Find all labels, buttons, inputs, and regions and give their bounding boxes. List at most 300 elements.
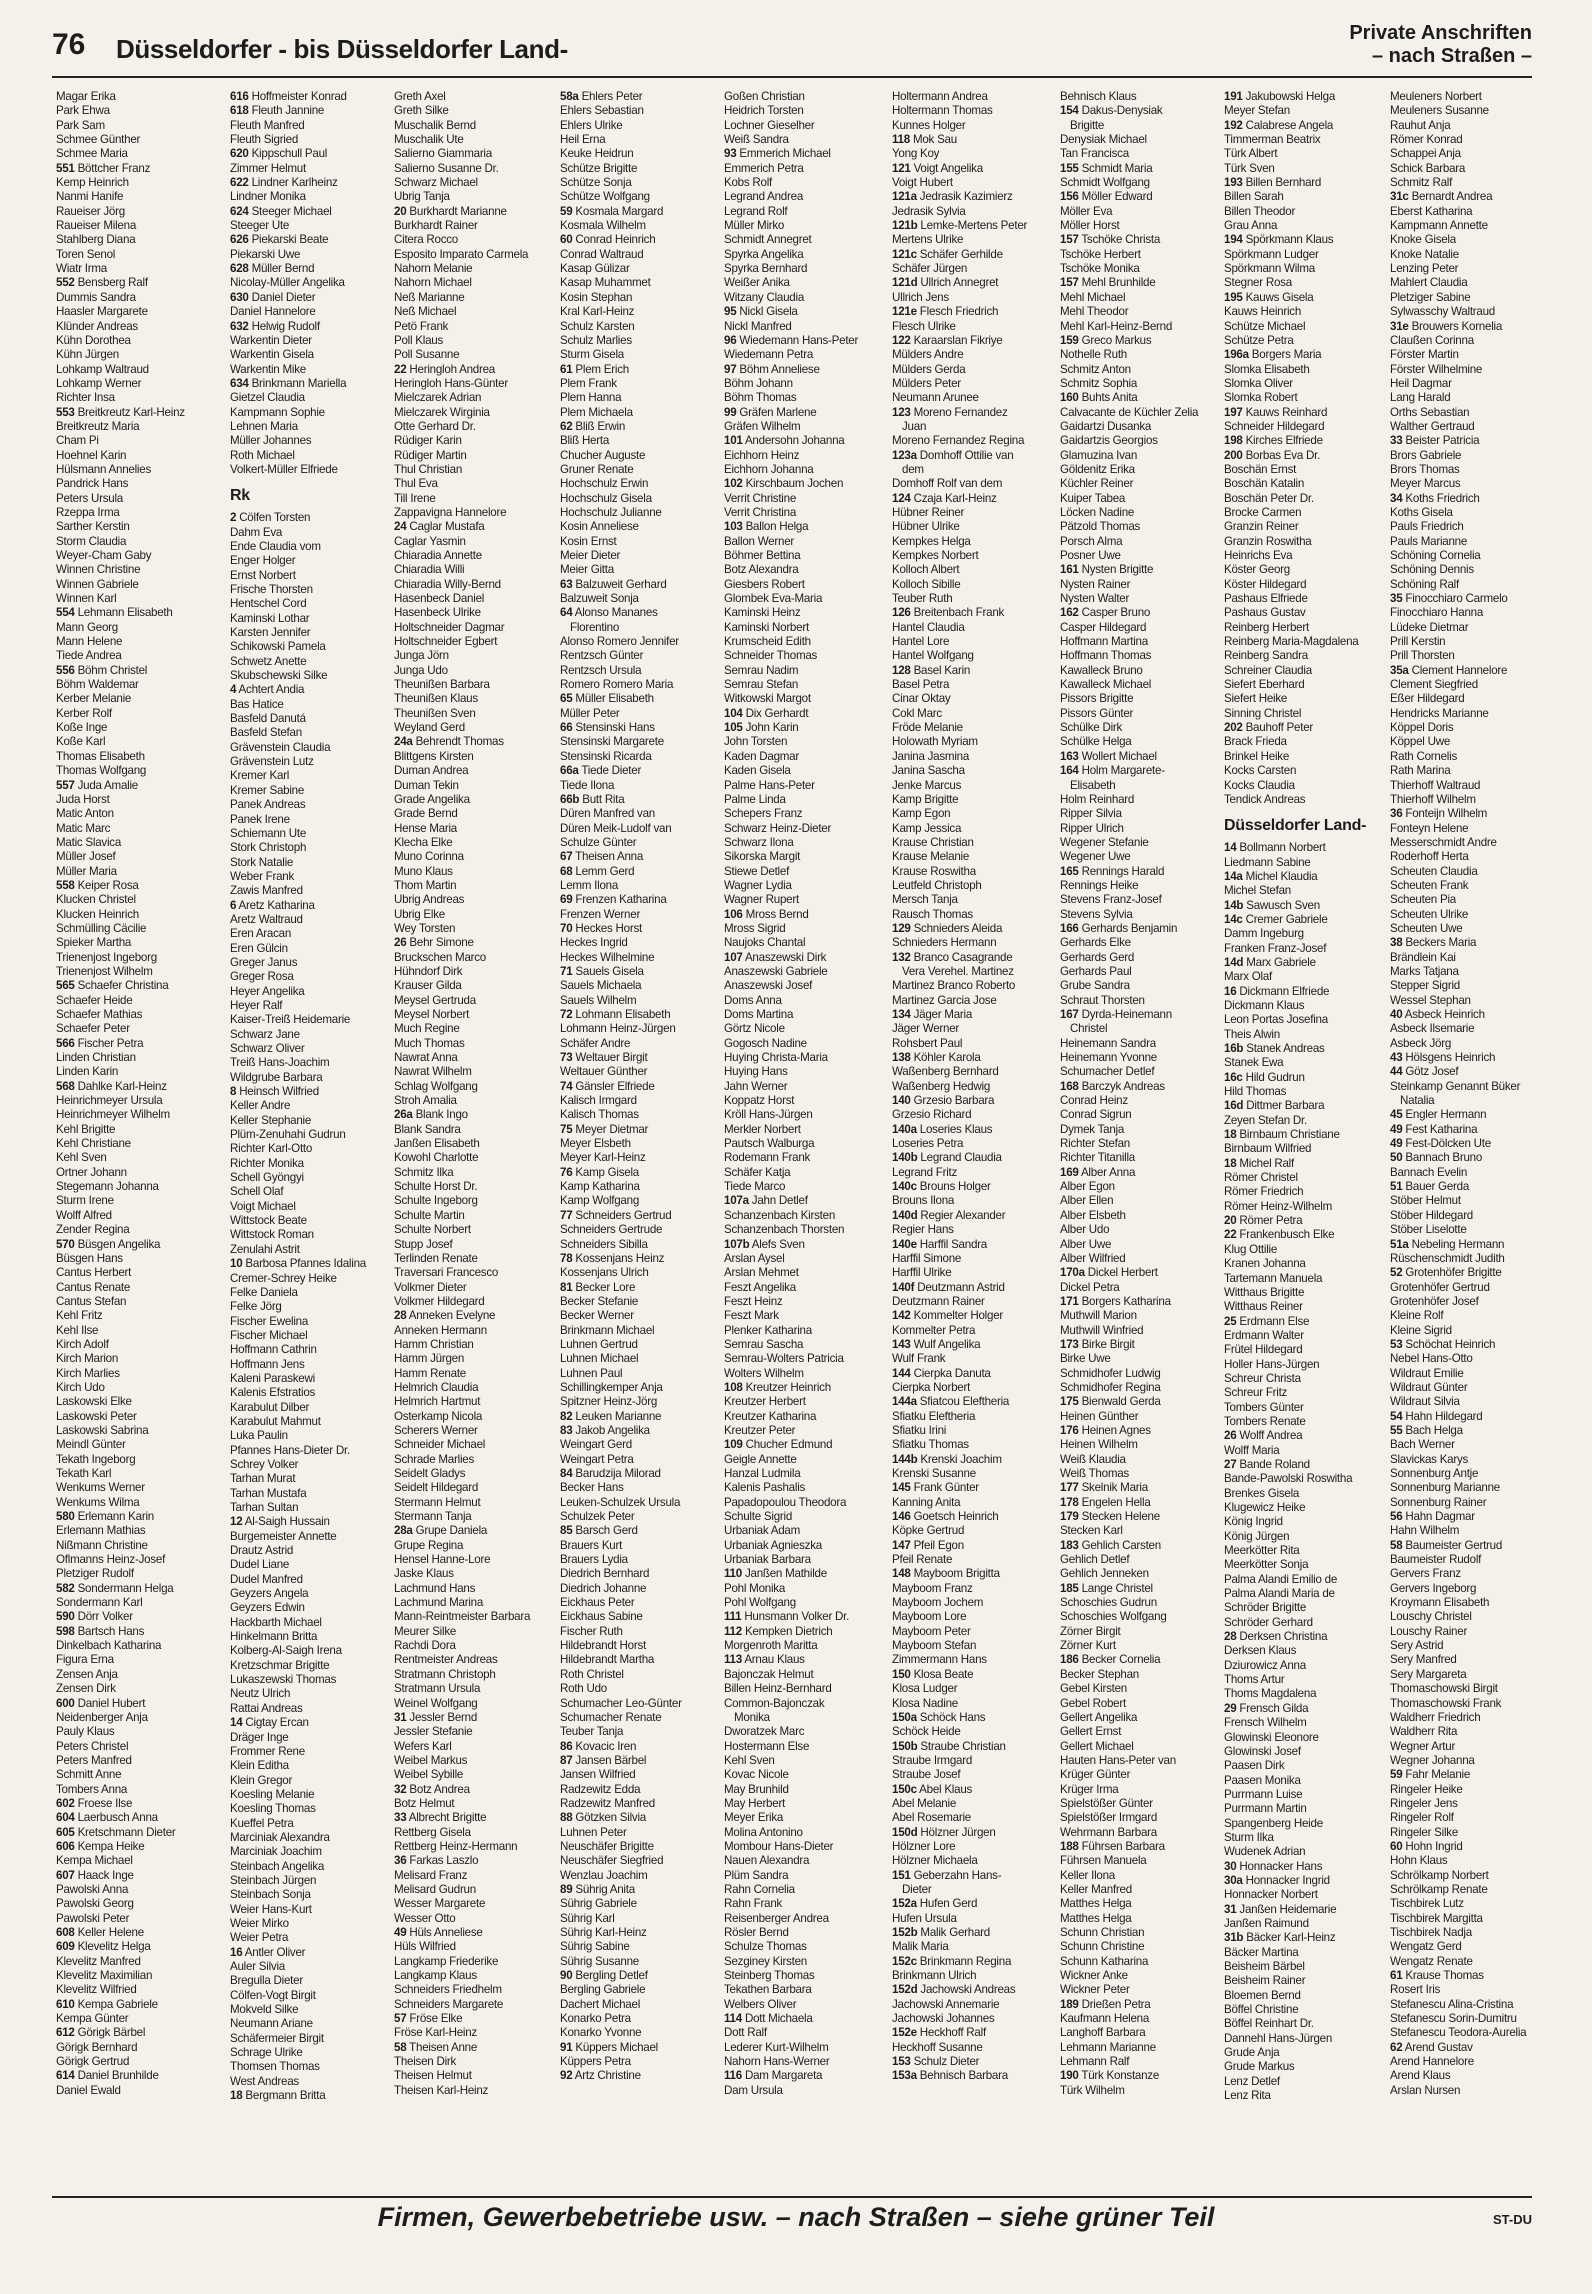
resident-name: Brinkmann Michael: [560, 1323, 655, 1337]
directory-entry: [394, 162, 556, 176]
directory-entry: [560, 1266, 722, 1280]
resident-name: Anneken Evelyne: [408, 1309, 496, 1323]
resident-name: Schnieders Hermann: [892, 936, 997, 950]
directory-entry: [56, 1151, 218, 1165]
resident-name: Nawrat Anna: [394, 1051, 458, 1065]
resident-name: Brors Gabriele: [1390, 448, 1462, 462]
directory-entry: [1224, 1099, 1386, 1113]
resident-name: Rösler Bernd: [724, 1926, 789, 1939]
resident-name: Kirschbaum Jochen: [745, 477, 844, 491]
directory-entry: [230, 1587, 392, 1601]
directory-entry: [892, 865, 1054, 879]
directory-entry: [56, 1481, 218, 1495]
resident-name: Schrade Marlies: [394, 1452, 475, 1466]
directory-entry: [394, 1610, 556, 1624]
directory-entry: [56, 1797, 218, 1811]
directory-entry: [1060, 90, 1222, 104]
house-number: 86: [560, 1739, 573, 1753]
directory-entry: [230, 377, 392, 391]
directory-entry: [1060, 535, 1222, 549]
resident-name: Rennings Heike: [1060, 878, 1139, 892]
directory-entry: [230, 1687, 392, 1701]
directory-entry: [892, 1711, 1054, 1725]
resident-name: Grävenstein Claudia: [230, 740, 331, 754]
directory-entry: [1060, 1668, 1222, 1682]
resident-name: Förster Martin: [1390, 348, 1459, 362]
resident-name: Mülders Andre: [892, 348, 964, 362]
resident-name: Mayboom Stefan: [892, 1639, 977, 1653]
directory-entry: [892, 1438, 1054, 1452]
directory-entry: [1060, 248, 1222, 262]
resident-name: Chucher Auguste: [560, 448, 646, 462]
directory-entry: [560, 1008, 722, 1022]
house-number: 150: [892, 1667, 911, 1681]
resident-name: Theunißen Barbara: [394, 678, 490, 692]
resident-name: Drießen Petra: [1081, 1997, 1151, 2011]
resident-name: Schell Gyöngyi: [230, 1171, 304, 1185]
directory-entry: [1060, 520, 1222, 534]
house-number: 150d: [892, 1825, 918, 1839]
house-number: 128: [892, 663, 911, 677]
directory-entry: [56, 1811, 218, 1825]
house-number: 6: [230, 898, 237, 912]
resident-name: Kreutzer Herbert: [724, 1395, 806, 1409]
resident-name: Dam Margareta: [744, 2069, 823, 2083]
directory-entry: [56, 1352, 218, 1366]
resident-name: Spörkmann Wilma: [1224, 262, 1315, 276]
directory-entry: [230, 1171, 392, 1185]
resident-name: Mayboom Jochem: [892, 1596, 984, 1610]
directory-entry: [56, 592, 218, 606]
directory-entry: [1224, 692, 1386, 706]
resident-name: Alber Uwe: [1060, 1237, 1112, 1251]
resident-name: Rohsbert Paul: [892, 1036, 963, 1050]
resident-name: Borgers Katharina: [1081, 1294, 1171, 1308]
directory-entry: [892, 147, 1054, 161]
directory-entry: [892, 1797, 1054, 1811]
resident-name: Mehl Theodor: [1060, 305, 1129, 319]
house-number: 51: [1390, 1180, 1403, 1194]
directory-entry: [560, 506, 722, 520]
resident-name: Timmerman Beatrix: [1224, 133, 1321, 147]
resident-name: Heckhoff Ralf: [919, 2026, 986, 2040]
resident-name: Luhnen Peter: [560, 1825, 627, 1839]
resident-name: Schumacher Leo-Günter: [560, 1696, 682, 1710]
resident-name: Heckes Ingrid: [560, 936, 628, 950]
resident-name: Kamp Brigitte: [892, 792, 959, 806]
resident-name: Felke Jörg: [230, 1300, 282, 1314]
directory-entry: [56, 850, 218, 864]
directory-entry: [56, 1266, 218, 1280]
directory-entry: [1390, 320, 1536, 334]
resident-name: Toren Senol: [56, 247, 116, 261]
directory-entry: [56, 233, 218, 247]
directory-entry: [394, 1395, 556, 1409]
directory-entry: [892, 535, 1054, 549]
directory-entry: [1390, 1266, 1536, 1280]
resident-name: Gebel Kirsten: [1060, 1682, 1127, 1696]
resident-name: Botz Andrea: [409, 1782, 470, 1796]
directory-entry: [724, 1137, 886, 1151]
resident-name: Sührig Anita: [575, 1882, 635, 1896]
resident-name: Konarko Yvonne: [560, 2026, 642, 2040]
directory-entry: [1390, 836, 1536, 850]
directory-entry: [56, 2055, 218, 2069]
directory-entry: [56, 147, 218, 161]
resident-name: Raueiser Milena: [56, 219, 137, 233]
resident-name: Finocchiaro Carmelo: [1405, 592, 1508, 606]
directory-entry: [230, 420, 392, 434]
resident-name: Büsgen Hans: [56, 1251, 123, 1265]
resident-name: Gräfen Wilhelm: [724, 419, 801, 433]
directory-entry: [1060, 1754, 1222, 1768]
resident-name: Froese Ilse: [77, 1796, 133, 1810]
resident-name: Barudzija Milorad: [575, 1467, 661, 1480]
directory-entry: [1224, 2017, 1386, 2031]
resident-name: Hölzner Jürgen: [920, 1825, 996, 1839]
resident-name: Stevens Franz-Josef: [1060, 893, 1162, 907]
house-number: 59: [1390, 1768, 1403, 1782]
resident-name: Jessler Bernd: [409, 1710, 478, 1724]
directory-entry: [724, 1912, 886, 1926]
directory-entry: [724, 1854, 886, 1868]
resident-name: Hendricks Marianne: [1390, 706, 1489, 720]
resident-name: Theis Alwin: [1224, 1027, 1280, 1041]
resident-name: Heckhoff Susanne: [892, 2040, 983, 2054]
directory-entry: [230, 147, 392, 161]
directory-entry: [724, 1395, 886, 1409]
directory-entry: [892, 420, 1054, 434]
resident-name: Pletziger Sabine: [1390, 290, 1471, 304]
house-number: 167: [1060, 1008, 1079, 1021]
resident-name: Huying Hans: [724, 1065, 788, 1079]
directory-entry: [1390, 635, 1536, 649]
resident-name: Matic Slavica: [56, 835, 122, 849]
resident-name: Meuleners Susanne: [1390, 104, 1489, 118]
resident-name: Schneiders Gertrude: [560, 1223, 663, 1237]
resident-name: Grude Anja: [1224, 2046, 1280, 2060]
resident-name: Holtschneider Egbert: [394, 635, 498, 649]
resident-name: Theisen Helmut: [394, 2069, 472, 2083]
resident-name: Keiper Rosa: [77, 878, 139, 892]
resident-name: Schöning Cornelia: [1390, 549, 1481, 562]
resident-name: Köppel Doris: [1390, 721, 1454, 735]
resident-name: Keller Ilona: [1060, 1868, 1116, 1882]
directory-entry: [1390, 1065, 1536, 1079]
directory-entry: [560, 1625, 722, 1639]
house-number: 16c: [1224, 1070, 1243, 1084]
directory-entry: [724, 233, 886, 247]
resident-name: Fest Katharina: [1405, 1122, 1478, 1136]
resident-name: Honnacker Hans: [1239, 1859, 1323, 1873]
house-number: 566: [56, 1036, 75, 1050]
resident-name: Wolff Andrea: [1239, 1429, 1303, 1443]
directory-entry: [560, 994, 722, 1008]
resident-name: Dummis Sandra: [56, 290, 136, 304]
directory-entry: [56, 1725, 218, 1739]
directory-entry: [230, 927, 392, 941]
directory-entry: [1390, 2084, 1536, 2098]
resident-name: Kalenis Efstratios: [230, 1386, 316, 1400]
directory-entry: [1390, 2069, 1536, 2083]
resident-name: Kühn Dorothea: [56, 333, 131, 347]
directory-entry: [1224, 1616, 1386, 1630]
directory-entry: [560, 1194, 722, 1208]
resident-name: Weier Mirko: [230, 1916, 289, 1930]
resident-name: Hildebrandt Horst: [560, 1639, 646, 1653]
directory-entry: [892, 162, 1054, 176]
resident-name: Hentschel Cord: [230, 597, 307, 611]
directory-entry: [560, 449, 722, 463]
directory-entry: [892, 692, 1054, 706]
resident-name: Rauhut Anja: [1390, 118, 1451, 132]
directory-entry: [560, 205, 722, 219]
directory-entry: [1224, 1401, 1386, 1415]
house-number: 25: [1224, 1314, 1237, 1328]
directory-entry: [1390, 1625, 1536, 1639]
resident-name: Schröder Gerhard: [1224, 1615, 1313, 1629]
directory-entry: [724, 1438, 886, 1452]
directory-entry: [1224, 1745, 1386, 1759]
resident-name: Hasenbeck Daniel: [394, 592, 485, 606]
directory-entry: [724, 434, 886, 448]
directory-entry: [1224, 147, 1386, 161]
house-number: 582: [56, 1581, 75, 1595]
resident-name: Chucher Edmund: [745, 1438, 833, 1452]
resident-name: Schmitz Ilka: [394, 1165, 454, 1179]
directory-entry: [1060, 979, 1222, 993]
resident-name: Martinez Garcia Jose: [892, 993, 997, 1007]
directory-entry: [56, 406, 218, 420]
directory-entry: [394, 893, 556, 907]
directory-entry: [1060, 1610, 1222, 1624]
house-number: 91: [560, 2040, 573, 2054]
resident-name: Gerhards Benjamin: [1081, 921, 1178, 935]
house-number: 16: [1224, 984, 1237, 998]
directory-entry: [1224, 1272, 1386, 1286]
directory-entry: [1060, 119, 1222, 133]
house-number: 58: [1390, 1538, 1403, 1552]
directory-entry: [892, 1324, 1054, 1338]
directory-entry: [1224, 899, 1386, 913]
directory-entry: [1390, 133, 1536, 147]
house-number: 140e: [892, 1237, 917, 1251]
resident-name: Scheuten Claudia: [1390, 864, 1478, 878]
section-label-line1: Private Anschriften: [1349, 22, 1532, 44]
resident-name: Richter Karl-Otto: [230, 1142, 313, 1156]
directory-entry: [1224, 1329, 1386, 1343]
house-number: 185: [1060, 1581, 1079, 1595]
resident-name: Dziurowicz Anna: [1224, 1658, 1306, 1672]
resident-name: Grävenstein Lutz: [230, 755, 314, 769]
house-number: 168: [1060, 1079, 1079, 1093]
resident-name: Hamm Christian: [394, 1337, 474, 1351]
resident-name: Koppatz Horst: [724, 1094, 795, 1108]
house-number: 72: [560, 1008, 573, 1021]
directory-entry: [724, 1123, 886, 1137]
resident-name: Klevelitz Wilfried: [56, 1983, 137, 1997]
house-number: 44: [1390, 1065, 1403, 1079]
resident-name: Ehlers Ulrike: [560, 118, 623, 132]
resident-name: Skubschewski Silke: [230, 669, 328, 683]
directory-entry: [394, 463, 556, 477]
resident-name: Poll Susanne: [394, 348, 460, 362]
directory-entry: [1224, 563, 1386, 577]
directory-entry: [1224, 1530, 1386, 1544]
house-number: 143: [892, 1337, 911, 1351]
directory-entry: [1390, 1639, 1536, 1653]
directory-entry: [394, 2084, 556, 2098]
resident-name: Förster Wilhelmine: [1390, 362, 1483, 376]
house-number: 183: [1060, 1538, 1079, 1552]
directory-entry: [892, 1151, 1054, 1165]
resident-name: Heyer Ralf: [230, 998, 283, 1012]
resident-name: Kovac Nicole: [724, 1768, 789, 1782]
resident-name: Kaleni Paraskewi: [230, 1371, 315, 1385]
house-number: 171: [1060, 1294, 1079, 1308]
house-number: 40: [1390, 1008, 1403, 1021]
directory-entry: [892, 1094, 1054, 1108]
directory-entry: [1224, 1013, 1386, 1027]
directory-entry: [1224, 1845, 1386, 1859]
house-number: 10: [230, 1257, 243, 1271]
directory-entry: [1060, 549, 1222, 563]
directory-entry: [1390, 1022, 1536, 1036]
directory-entry: [892, 363, 1054, 377]
house-number: 193: [1224, 176, 1243, 190]
directory-entry: [56, 1998, 218, 2012]
directory-entry: [394, 922, 556, 936]
directory-entry: [892, 779, 1054, 793]
resident-name: Cigtay Ercan: [245, 1716, 309, 1730]
house-number: 150c: [892, 1782, 917, 1796]
resident-name: Thomas Wolfgang: [56, 764, 147, 778]
directory-entry: [230, 597, 392, 611]
resident-name: Pletziger Rudolf: [56, 1567, 134, 1581]
directory-entry: [1224, 119, 1386, 133]
house-number: 34: [1390, 491, 1403, 505]
resident-name: König Ingrid: [1224, 1515, 1283, 1529]
directory-entry: [724, 133, 886, 147]
resident-name: Krumscheid Edith: [724, 635, 811, 649]
resident-name: Kossenjans Heinz: [575, 1251, 665, 1265]
resident-name: Kehl Ilse: [56, 1323, 99, 1337]
resident-name: Meerkötter Rita: [1224, 1544, 1300, 1558]
section-label: [1349, 22, 1532, 68]
resident-name: Doms Martina: [724, 1008, 794, 1021]
directory-entry: [394, 492, 556, 506]
directory-entry: [394, 1926, 556, 1940]
directory-entry: [56, 635, 218, 649]
house-number: 50: [1390, 1151, 1403, 1165]
directory-entry: [56, 1668, 218, 1682]
resident-name: Schunn Katharina: [1060, 1954, 1149, 1968]
resident-name: Rahn Cornelia: [724, 1882, 795, 1896]
resident-name: Kuiper Tabea: [1060, 491, 1126, 505]
resident-name: Thul Christian: [394, 462, 463, 476]
resident-name: Wudenek Adrian: [1224, 1845, 1306, 1859]
directory-entry: [892, 1510, 1054, 1524]
house-number: 52: [1390, 1266, 1403, 1280]
resident-name: Ubrig Elke: [394, 907, 445, 921]
directory-entry: [1060, 764, 1222, 778]
resident-name: Schaefer Heide: [56, 993, 133, 1007]
resident-name: Tombers Anna: [56, 1782, 128, 1796]
directory-entry: [56, 377, 218, 391]
directory-entry: [56, 721, 218, 735]
house-number: 75: [560, 1122, 573, 1136]
resident-name: Hülsmann Annelies: [56, 462, 151, 476]
house-number: 60: [560, 233, 573, 247]
directory-entry: [1224, 1702, 1386, 1716]
resident-name: Kasap Muhammet: [560, 276, 651, 290]
directory-entry: [1390, 1367, 1536, 1381]
resident-name: Gellert Angelika: [1060, 1710, 1138, 1724]
resident-name: Schrölkamp Norbert: [1390, 1868, 1489, 1882]
resident-name: Klug Ottilie: [1224, 1242, 1278, 1256]
house-number: 59: [560, 204, 573, 218]
resident-name: Römer Heinz-Wilhelm: [1224, 1199, 1332, 1213]
directory-entry: [724, 563, 886, 577]
directory-entry: [56, 1238, 218, 1252]
directory-entry: [724, 1080, 886, 1094]
directory-entry: [394, 119, 556, 133]
directory-entry: [1390, 822, 1536, 836]
directory-entry: [1390, 606, 1536, 620]
directory-entry: [560, 850, 722, 864]
directory-entry: [560, 147, 722, 161]
resident-name: Borbas Eva Dr.: [1245, 448, 1321, 462]
directory-entry: [1060, 1940, 1222, 1954]
directory-entry: [1390, 334, 1536, 348]
resident-name: Zörner Birgit: [1060, 1624, 1121, 1638]
directory-entry: [394, 1998, 556, 2012]
resident-name: Thomaschowski Frank: [1390, 1696, 1502, 1710]
resident-name: Zimmer Helmut: [230, 161, 306, 175]
resident-name: Glamuzina Ivan: [1060, 448, 1138, 462]
directory-entry: [230, 884, 392, 898]
resident-name: Verrit Christina: [724, 505, 797, 519]
resident-name: Kossenjans Ulrich: [560, 1266, 649, 1280]
resident-name: Witkowski Margot: [724, 692, 811, 706]
directory-entry: [560, 90, 722, 104]
resident-name: Hostermann Else: [724, 1739, 810, 1753]
resident-name: Stöber Hildegard: [1390, 1208, 1474, 1222]
resident-name: Ripper Ulrich: [1060, 821, 1124, 835]
house-number: 602: [56, 1796, 75, 1810]
directory-entry: [1224, 1243, 1386, 1257]
resident-name: Schülke Helga: [1060, 735, 1132, 749]
resident-name: West Andreas: [230, 2074, 299, 2088]
resident-name: Scheuten Uwe: [1390, 921, 1463, 935]
resident-name: Mülders Peter: [892, 376, 961, 390]
directory-entry: [892, 176, 1054, 190]
directory-entry: [1390, 879, 1536, 893]
house-number: 148: [892, 1567, 911, 1581]
resident-name: Thoms Magdalena: [1224, 1687, 1317, 1701]
directory-entry: [394, 248, 556, 262]
directory-entry: [1060, 2041, 1222, 2055]
house-number: 18: [230, 2089, 243, 2103]
directory-entry: [724, 420, 886, 434]
directory-entry: [724, 893, 886, 907]
resident-name: Caglar Yasmin: [394, 534, 466, 548]
resident-name: Grube Sandra: [1060, 979, 1130, 993]
resident-name: Sauels Michaela: [560, 979, 642, 993]
resident-name: Grotenhöfer Brigitte: [1405, 1266, 1502, 1280]
directory-entry: [1060, 2069, 1222, 2083]
resident-name: Alber Udo: [1060, 1223, 1110, 1237]
